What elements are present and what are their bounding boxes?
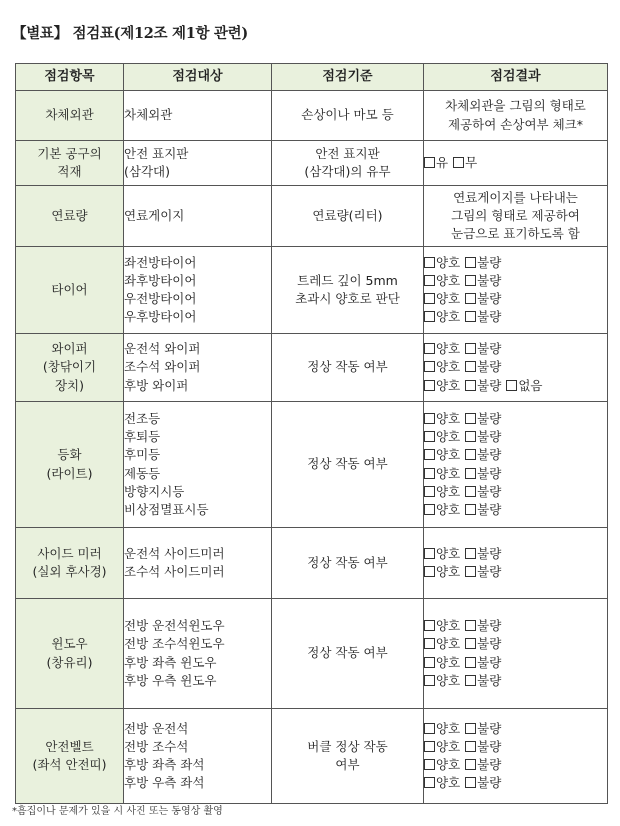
checkbox-option[interactable] [424,502,460,517]
result-line [424,738,607,756]
row-target: 안전 표지판 (삼각대) [124,141,272,186]
checkbox-label: 양호 [436,272,461,288]
checkbox-label: 양호 [436,654,461,670]
checkbox-label: 불량 [477,775,502,791]
table-row [16,91,608,141]
checkbox-option[interactable] [424,255,460,270]
row-result [424,528,608,599]
checkbox-label: 불량 [477,738,502,754]
checkbox-label: 무 [465,154,478,170]
checkbox-option[interactable] [424,359,460,374]
row-result [424,709,608,804]
checkbox[interactable] [465,741,476,752]
checkbox[interactable] [465,431,476,442]
checkbox-label: 양호 [436,757,461,772]
result-line [424,465,607,483]
checkbox-label: 불량 [477,757,502,772]
checkbox-label: 불량 [477,410,502,426]
checkbox[interactable] [465,468,476,479]
footnote: *흠집이나 문제가 있을 시 사진 또는 동영상 촬영 [12,806,223,817]
checkbox[interactable] [424,449,435,460]
checkbox[interactable] [465,486,476,497]
checkbox-label: 양호 [436,483,461,499]
checkbox-option[interactable] [424,466,460,481]
row-result [424,247,608,334]
checkbox[interactable] [465,620,476,631]
checkbox-option[interactable] [465,484,501,499]
row-item: 와이퍼 (창닦이기 장치) [16,334,124,402]
checkbox-option[interactable] [465,775,501,790]
checkbox-option[interactable] [465,291,501,306]
row-item: 사이드 미러 (실외 후사경) [16,528,124,599]
checkbox[interactable] [465,548,476,559]
checkbox[interactable] [465,449,476,460]
header-item: 점검항목 [16,64,124,91]
checkbox[interactable] [424,504,435,515]
checkbox-option[interactable] [424,721,460,736]
checkbox-option[interactable] [424,618,460,633]
header-target: 점검대상 [124,64,272,91]
checkbox-label: 양호 [436,341,461,357]
result-line [424,617,607,635]
row-target: 운전석 사이드미러 조수석 사이드미러 [124,528,272,599]
checkbox[interactable] [424,759,435,770]
checkbox-option[interactable] [465,739,501,754]
checkbox-label: 불량 [477,309,502,325]
row-target: 좌전방타이어 좌후방타이어 우전방타이어 우후방타이어 [124,247,272,334]
result-line [424,720,607,738]
checkbox[interactable] [465,566,476,577]
checkbox-label: 양호 [436,501,461,517]
table-row [16,334,608,402]
result-line [424,483,607,501]
checkbox[interactable] [465,777,476,788]
result-line [424,654,607,672]
checkbox[interactable] [424,431,435,442]
checkbox[interactable] [465,380,476,391]
checkbox[interactable] [424,257,435,268]
row-criteria: 정상 작동 여부 [272,402,424,528]
row-criteria: 정상 작동 여부 [272,599,424,709]
result-line [424,545,607,563]
checkbox[interactable] [506,380,517,391]
row-criteria: 연료량(리터) [272,186,424,247]
table-header-row [16,64,608,91]
checkbox-label: 불량 [477,720,502,736]
checkbox-label: 없음 [518,377,543,393]
checkbox-option[interactable] [465,655,501,670]
checkbox-option[interactable] [465,447,501,462]
row-criteria: 정상 작동 여부 [272,334,424,402]
checkbox-label: 양호 [436,254,461,270]
checkbox-label: 양호 [436,738,461,754]
header-result: 점검결과 [424,64,608,91]
checkbox-option[interactable] [424,309,460,324]
checkbox[interactable] [424,620,435,631]
checkbox-option[interactable] [465,546,501,561]
checkbox-label: 불량 [477,501,502,517]
checkbox-label: 양호 [436,672,461,688]
checkbox[interactable] [424,157,435,168]
checkbox-option[interactable] [424,673,460,688]
checkbox-label: 불량 [477,254,502,270]
checkbox-option[interactable] [465,502,501,517]
checkbox-option[interactable] [506,378,542,393]
checkbox[interactable] [424,468,435,479]
checkbox-label: 양호 [436,775,461,791]
checkbox-option[interactable] [465,636,501,651]
checkbox-option[interactable] [424,636,460,651]
checkbox-label: 양호 [436,359,461,375]
checkbox-option[interactable] [424,447,460,462]
checkbox[interactable] [424,657,435,668]
table-row [16,599,608,709]
checkbox-label: 불량 [477,429,502,445]
checkbox-option[interactable] [424,655,460,670]
checkbox[interactable] [465,311,476,322]
checkbox[interactable] [424,675,435,686]
result-line [424,672,607,690]
checkbox[interactable] [424,311,435,322]
row-item: 기본 공구의 적재 [16,141,124,186]
checkbox[interactable] [424,777,435,788]
result-line [424,290,607,308]
result-line [424,154,607,172]
checkbox-label: 양호 [436,465,461,481]
checkbox-label: 양호 [436,447,461,463]
checkbox-option[interactable] [453,155,477,170]
checkbox-option[interactable] [465,378,501,393]
checkbox[interactable] [465,723,476,734]
checkbox[interactable] [465,275,476,286]
row-criteria: 정상 작동 여부 [272,528,424,599]
row-target: 연료게이지 [124,186,272,247]
checkbox-label: 불량 [477,654,502,670]
row-criteria: 트레드 깊이 5mm 초과시 양호로 판단 [272,247,424,334]
checkbox-label: 불량 [477,272,502,288]
table-row [16,141,608,186]
row-criteria: 손상이나 마모 등 [272,91,424,141]
row-target: 운전석 와이퍼 조수석 와이퍼 후방 와이퍼 [124,334,272,402]
row-target: 전방 운전석윈도우 전방 조수석윈도우 후방 좌측 윈도우 후방 우측 윈도우 [124,599,272,709]
checkbox-option[interactable] [424,757,460,772]
checkbox-option[interactable] [465,359,501,374]
checkbox[interactable] [465,361,476,372]
checkbox-option[interactable] [465,341,501,356]
row-result [424,402,608,528]
result-line [424,358,607,376]
checkbox-label: 불량 [477,636,502,652]
checkbox-label: 양호 [436,291,461,306]
checkbox-label: 양호 [436,377,461,393]
checkbox[interactable] [424,343,435,354]
row-target: 전조등 후퇴등 후미등 제동등 방향지시등 비상점멸표시등 [124,402,272,528]
checkbox[interactable] [424,638,435,649]
checkbox-label: 양호 [436,410,461,426]
checkbox-label: 유 [436,154,449,170]
checkbox-option[interactable] [424,273,460,288]
row-target: 차체외관 [124,91,272,141]
checkbox-option[interactable] [465,673,501,688]
result-line [424,340,607,358]
checkbox[interactable] [424,723,435,734]
checkbox-label: 불량 [477,618,502,634]
checkbox-option[interactable] [465,721,501,736]
checkbox-option[interactable] [424,378,460,393]
checkbox-label: 불량 [477,359,502,375]
checkbox-option[interactable] [424,341,460,356]
result-line [424,272,607,290]
checkbox[interactable] [424,413,435,424]
checkbox-option[interactable] [465,466,501,481]
row-result [424,141,608,186]
row-item: 타이어 [16,247,124,334]
checkbox-option[interactable] [424,564,460,579]
row-result [424,599,608,709]
result-line [424,428,607,446]
checkbox-option[interactable] [465,273,501,288]
row-item: 안전벨트 (좌석 안전띠) [16,709,124,804]
checkbox-label: 불량 [477,564,502,579]
checkbox-option[interactable] [465,255,501,270]
row-target: 전방 운전석 전방 조수석 후방 좌측 좌석 후방 우측 좌석 [124,709,272,804]
checkbox[interactable] [465,638,476,649]
checkbox[interactable] [424,548,435,559]
table-row [16,402,608,528]
table-row [16,247,608,334]
checkbox-label: 불량 [477,672,502,688]
checkbox-option[interactable] [465,618,501,633]
checkbox[interactable] [453,157,464,168]
checkbox-option[interactable] [465,429,501,444]
result-line [424,563,607,581]
checkbox-option[interactable] [424,429,460,444]
inspection-table [15,63,608,804]
checkbox[interactable] [465,343,476,354]
checkbox[interactable] [465,257,476,268]
checkbox-label: 불량 [477,341,502,357]
checkbox-label: 불량 [477,483,502,499]
checkbox-option[interactable] [424,775,460,790]
checkbox[interactable] [465,413,476,424]
result-line [424,377,607,395]
document-title: 【별표】 점검표(제12조 제1항 관련) [12,25,248,42]
checkbox-option[interactable] [424,739,460,754]
checkbox-option[interactable] [424,411,460,426]
checkbox-label: 양호 [436,636,461,652]
checkbox-label: 불량 [477,291,502,306]
checkbox-option[interactable] [424,546,460,561]
checkbox[interactable] [465,657,476,668]
checkbox-label: 양호 [436,309,461,325]
checkbox-option[interactable] [465,564,501,579]
result-line [424,774,607,792]
checkbox[interactable] [424,566,435,577]
row-item: 등화 (라이트) [16,402,124,528]
result-line [424,410,607,428]
row-result [424,334,608,402]
checkbox-label: 양호 [436,564,461,579]
row-result-note: 차체외관을 그림의 형태로 제공하여 손상여부 체크* [424,91,608,141]
header-criteria: 점검기준 [272,64,424,91]
checkbox[interactable] [465,759,476,770]
checkbox-label: 양호 [436,429,461,445]
row-criteria: 버클 정상 작동 여부 [272,709,424,804]
checkbox-label: 불량 [477,447,502,463]
result-line [424,635,607,653]
row-item: 차체외관 [16,91,124,141]
checkbox-option[interactable] [465,757,501,772]
row-item: 윈도우 (창유리) [16,599,124,709]
checkbox[interactable] [424,293,435,304]
checkbox[interactable] [465,504,476,515]
result-line [424,446,607,464]
checkbox-option[interactable] [465,411,501,426]
checkbox-option[interactable] [424,484,460,499]
checkbox[interactable] [424,486,435,497]
checkbox-option[interactable] [424,291,460,306]
checkbox-label: 양호 [436,618,461,634]
checkbox-option[interactable] [465,309,501,324]
table-row [16,528,608,599]
result-line [424,501,607,519]
result-line [424,254,607,272]
checkbox-label: 양호 [436,720,461,736]
checkbox-label: 양호 [436,545,461,561]
checkbox[interactable] [424,361,435,372]
checkbox[interactable] [465,675,476,686]
table-row [16,709,608,804]
checkbox[interactable] [424,741,435,752]
checkbox-label: 불량 [477,377,502,393]
row-criteria: 안전 표지판 (삼각대)의 유무 [272,141,424,186]
table-row [16,186,608,247]
row-item: 연료량 [16,186,124,247]
row-result-note: 연료게이지를 나타내는 그림의 형태로 제공하여 눈금으로 표기하도록 함 [424,186,608,247]
checkbox-option[interactable] [424,155,448,170]
result-line [424,308,607,326]
checkbox-label: 불량 [477,465,502,481]
checkbox[interactable] [424,275,435,286]
result-line [424,756,607,774]
checkbox[interactable] [465,293,476,304]
checkbox[interactable] [424,380,435,391]
checkbox-label: 불량 [477,545,502,561]
